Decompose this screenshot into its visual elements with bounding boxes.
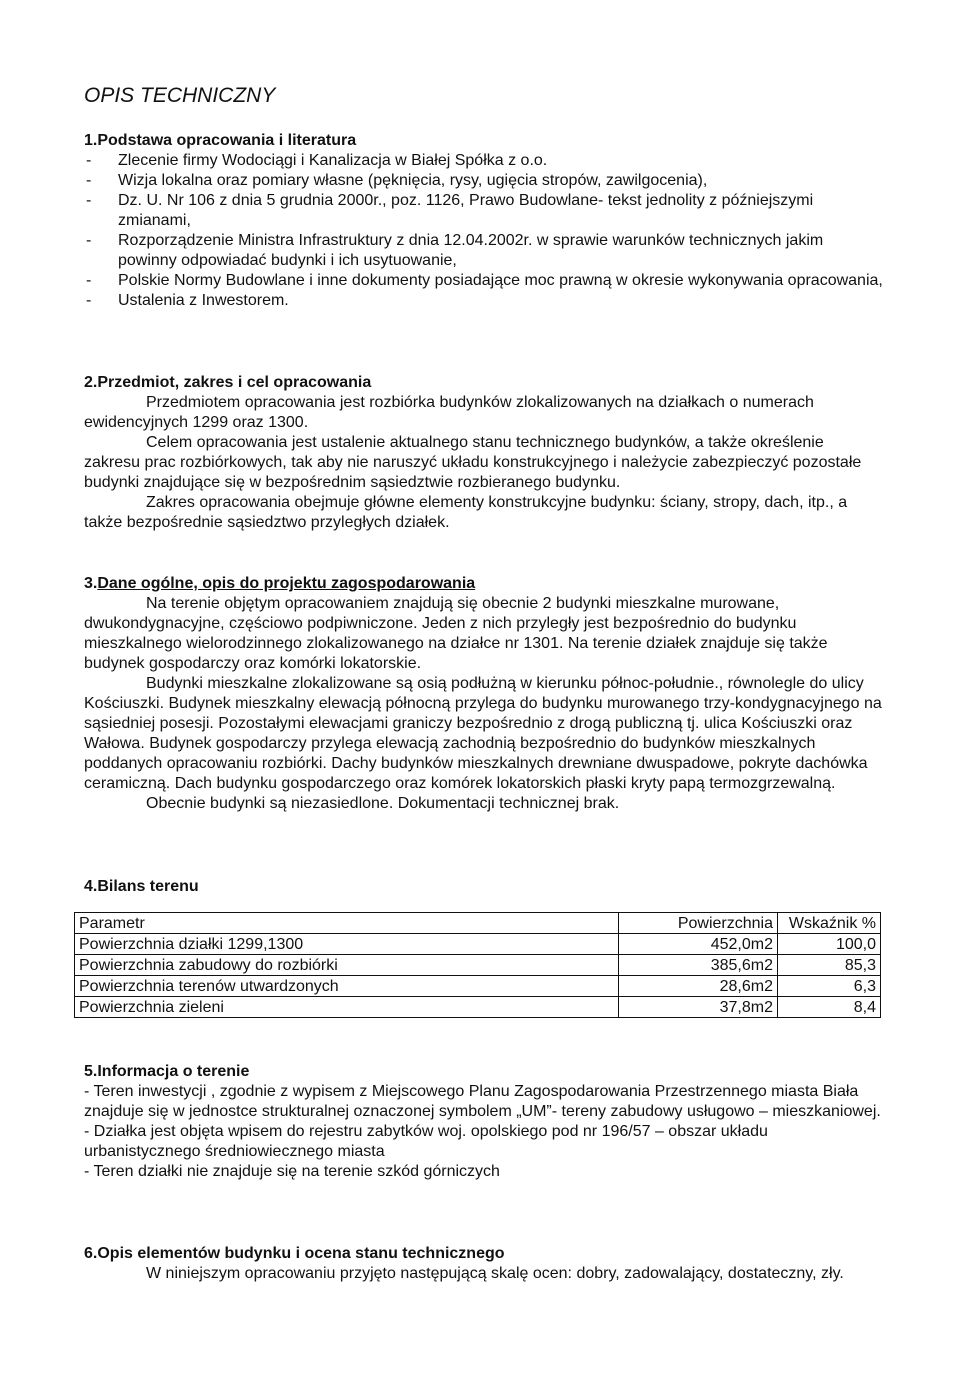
section-5-heading: 5.Informacja o terenie (84, 1063, 250, 1080)
section-1-heading: 1.Podstawa opracowania i literatura (84, 132, 357, 149)
table-row (75, 934, 881, 955)
list-item: - Rozporządzenie Ministra Infrastruktury z dnia 12.04.2002r. w sprawie warunków technicznych jakim powinny odpowiadać budynki i ich usytuowanie, (86, 232, 824, 269)
section-2-paragraph: Przedmiotem opracowania jest rozbiórka budynków zlokalizowanych na działkach o numerach ewidencyjnych 1299 oraz 1300. (84, 394, 814, 431)
section-1 (84, 131, 884, 311)
section-2-heading: 2.Przedmiot, zakres i cel opracowania (84, 374, 372, 391)
section-5-paragraph: - Teren działki nie znajduje się na terenie szkód górniczych (84, 1163, 500, 1180)
table-row (75, 976, 881, 997)
table-cell: Powierzchnia terenów utwardzonych (75, 976, 619, 997)
table-cell: 100,0 (778, 934, 881, 955)
section-4-heading: 4.Bilans terenu (84, 878, 199, 895)
section-6-heading: 6.Opis elementów budynku i ocena stanu technicznego (84, 1245, 505, 1262)
section-5 (84, 1062, 884, 1182)
section-6 (84, 1244, 884, 1284)
column-header: Parametr (75, 913, 619, 934)
section-5-paragraph: - Teren inwestycji , zgodnie z wypisem z Miejscowego Planu Zagospodarowania Przestrzennego miasta Biała znajduje się w jednostce strukturalnej oznaczonej symbolem „UM”- tereny zabudowy usługowo – mieszkaniowej. (84, 1083, 881, 1120)
list-item: - Ustalenia z Inwestorem. (86, 292, 289, 309)
table-cell: 85,3 (778, 955, 881, 976)
section-3-paragraph: Budynki mieszkalne zlokalizowane są osią podłużną w kierunku północ-południe., równolegle do ulicy Kościuszki. Budynek mieszkalny elewacją północną przylega do budynku murowanego trzy-kondygnacyjnego na sąsiedniej posesji. Pozostałymi elewacjami graniczy bezpośrednio z drogą publiczną tj. ulica Kościuszki oraz Wałowa. Budynek gospodarczy przylega elewacją zachodnią bezpośrednio do budynków mieszkalnych poddanych opracowaniu rozbiórki. Dachy budynków mieszkalnych drewniane dwuspadowe, pokryte dachówka ceramiczną. Dach budynku gospodarczego oraz komórek lokatorskich płaski kryty papą termozgrzewalną. (84, 675, 882, 792)
section-4 (79, 877, 884, 1018)
section-6-paragraph: W niniejszym opracowaniu przyjęto następującą skalę ocen: dobry, zadowalający, dostateczny, zły. (146, 1265, 844, 1282)
list-item: - Dz. U. Nr 106 z dnia 5 grudnia 2000r., poz. 1126, Prawo Budowlane- tekst jednolity z późniejszymi zmianami, (86, 192, 814, 229)
section-3 (84, 574, 884, 814)
table-cell: 37,8m2 (619, 997, 778, 1018)
table-cell: 8,4 (778, 997, 881, 1018)
section-2 (84, 373, 884, 533)
table-cell: 6,3 (778, 976, 881, 997)
table-cell: Powierzchnia działki 1299,1300 (75, 934, 619, 955)
column-header: Powierzchnia (619, 913, 778, 934)
table-cell: 452,0m2 (619, 934, 778, 955)
table-cell: Powierzchnia zabudowy do rozbiórki (75, 955, 619, 976)
list-item: - Wizja lokalna oraz pomiary własne (pęknięcia, rysy, ugięcia stropów, zawilgocenia), (86, 172, 708, 189)
list-item: - Polskie Normy Budowlane i inne dokumenty posiadające moc prawną w okresie wykonywania opracowania, (86, 272, 883, 289)
document-title: OPIS TECHNICZNY (84, 84, 276, 107)
section-3-paragraph: Obecnie budynki są niezasiedlone. Dokumentacji technicznej brak. (146, 795, 620, 812)
table-cell: 385,6m2 (619, 955, 778, 976)
section-2-paragraph: Celem opracowania jest ustalenie aktualnego stanu technicznego budynków, a także określenie zakresu prac rozbiórkowych, tak aby nie naruszyć układu konstrukcyjnego i należycie zabezpieczyć pozostałe budynki znajdujące się w bezpośrednim sąsiedztwie rozbieranego budynku. (84, 434, 862, 491)
table-header-row (75, 913, 881, 934)
list-item: - Zlecenie firmy Wodociągi i Kanalizacja w Białej Spółka z o.o. (86, 152, 548, 169)
column-header: Wskaźnik % (778, 913, 881, 934)
section-5-paragraph: - Działka jest objęta wpisem do rejestru zabytków woj. opolskiego pod nr 196/57 – obszar układu urbanistycznego średniowiecznego miasta (84, 1123, 768, 1160)
section-2-paragraph: Zakres opracowania obejmuje główne elementy konstrukcyjne budynku: ściany, stropy, dach, itp., a także bezpośrednie sąsiedztwo przyległych działek. (84, 494, 848, 531)
table-row (75, 955, 881, 976)
table-cell: Powierzchnia zieleni (75, 997, 619, 1018)
land-balance-table (74, 912, 881, 1018)
section-3-paragraph: Na terenie objętym opracowaniem znajdują się obecnie 2 budynki mieszkalne murowane, dwukondygnacyjne, częściowo podpiwniczone. Jeden z nich przyległy jest bezpośrednio do budynku mieszkalnego wielorodzinnego zlokalizowanego na działce nr 1301. Na terenie działek znajduje się także budynek gospodarczy oraz komórki lokatorskie. (84, 595, 828, 672)
section-3-heading: 3.Dane ogólne, opis do projektu zagospodarowania (84, 575, 476, 592)
table-row (75, 997, 881, 1018)
table-cell: 28,6m2 (619, 976, 778, 997)
literature-list (84, 151, 884, 311)
